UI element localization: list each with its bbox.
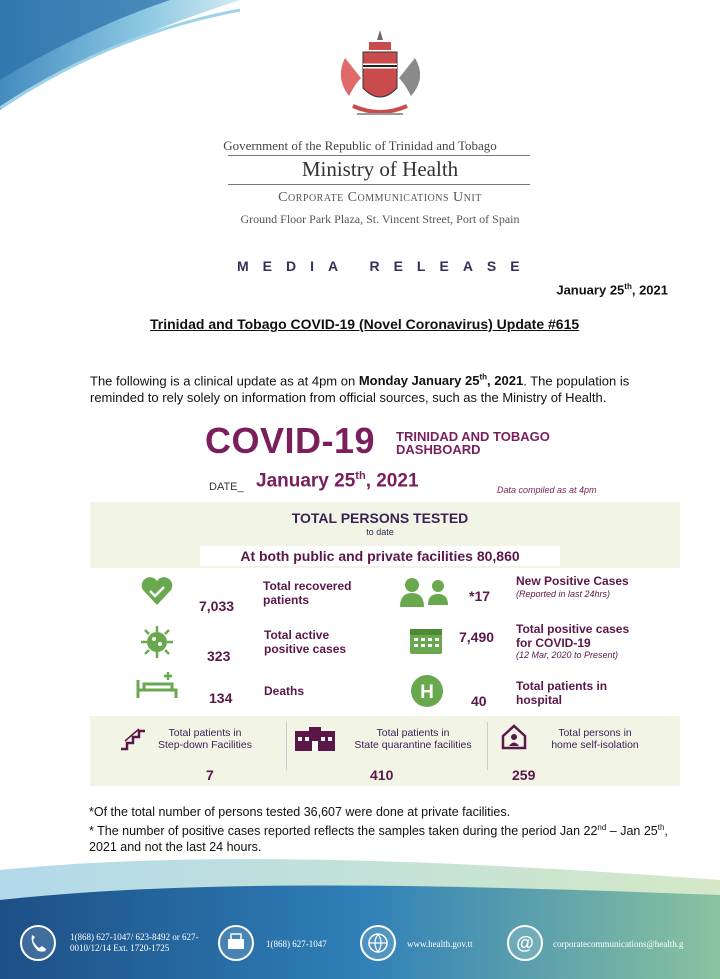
footer-email: corporatecommunications@health.g — [553, 939, 684, 949]
active-label: Total active positive cases — [264, 628, 347, 656]
compiled-note: Data compiled as at 4pm — [497, 485, 597, 495]
bed-icon — [134, 670, 180, 700]
total-positive-note: (12 Mar, 2020 to Present) — [516, 650, 619, 660]
stepdown-value: 7 — [206, 767, 214, 783]
dashboard-date-label: DATE_ — [209, 481, 244, 493]
total-positive-value: 7,490 — [459, 629, 495, 645]
release-intro: The following is a clinical update as at 4pm on Monday January 25th, 2021. The population is reminded to rely solely on information from official sources, such as the Ministry of Health. — [90, 373, 630, 406]
media-release-label: MEDIA RELEASE — [237, 258, 534, 274]
home-icon — [501, 724, 527, 750]
government-line: Government of the Republic of Trinidad and Tobago — [223, 138, 497, 153]
footer-web: www.health.gov.tt — [407, 939, 473, 949]
coat-of-arms — [325, 28, 435, 128]
dashboard-date: January 25th, 2021 — [256, 470, 419, 492]
active-value: 323 — [207, 648, 231, 664]
recovered-value: 7,033 — [199, 598, 235, 614]
fax-icon — [218, 925, 254, 961]
phone-icon — [20, 925, 56, 961]
footnote-private: *Of the total number of persons tested 36,607 were done at private facilities. — [89, 805, 511, 819]
deaths-label: Deaths — [264, 684, 305, 698]
hospital-icon — [410, 674, 444, 708]
recovered-label: Total recovered patients — [263, 579, 352, 607]
heart-icon — [140, 575, 174, 607]
ministry-address: Ground Floor Park Plaza, St. Vincent Street, Port of Spain — [240, 212, 520, 226]
release-date: January 25th, 2021 — [556, 282, 668, 298]
unit-name: Corporate Communications Unit — [278, 190, 482, 205]
globe-icon — [360, 925, 396, 961]
footer-phone: 1(868) 627-1047/ 623-8492 or 627-0010/12/14 Ext. 1720-1725 — [70, 932, 199, 953]
facilities-divider-1 — [286, 722, 287, 770]
quarantine-value: 410 — [370, 767, 394, 783]
new-positive-note: (Reported in last 24hrs) — [516, 589, 611, 599]
dashboard-title: COVID-19 — [205, 420, 376, 461]
header-rule-1 — [228, 155, 530, 156]
dashboard-subtitle: TRINIDAD AND TOBAGO DASHBOARD — [396, 429, 550, 457]
calendar-icon — [409, 625, 443, 655]
stairs-icon — [119, 727, 147, 751]
hospital-label: Total patients in hospital — [516, 679, 608, 707]
header-rule-2 — [228, 184, 530, 185]
quarantine-label: Total patients in State quarantine facilities — [354, 727, 472, 751]
hospital-value: 40 — [471, 693, 487, 709]
footnote-period: * The number of positive cases reported reflects the samples taken during the period Jan 22nd – Jan 25th, 2021 and not the last 24 hours. — [89, 823, 668, 855]
deaths-value: 134 — [209, 690, 233, 706]
footer-swoosh — [0, 840, 720, 979]
tested-title: TOTAL PERSONS TESTED — [291, 510, 469, 526]
home-label: Total persons in home self-isolation — [551, 727, 639, 751]
new-positive-label: New Positive Cases — [516, 574, 629, 588]
virus-icon — [139, 624, 175, 660]
home-value: 259 — [512, 767, 536, 783]
tested-subtitle: to date — [366, 527, 394, 537]
total-positive-label: Total positive cases for COVID-19 — [516, 622, 630, 650]
svg-text:H: H — [420, 682, 434, 703]
new-positive-value: *17 — [469, 588, 491, 604]
ministry-name: Ministry of Health — [301, 157, 459, 181]
release-title: Trinidad and Tobago COVID-19 (Novel Coronavirus) Update #615 — [150, 316, 580, 332]
email-icon — [507, 925, 543, 961]
people-icon — [398, 577, 454, 607]
stepdown-label: Total patients in Step-down Facilities — [158, 727, 252, 751]
footer-fax: 1(868) 627-1047 — [266, 939, 327, 949]
svg-text:@: @ — [516, 933, 534, 953]
tested-total: At both public and private facilities 80,860 — [200, 546, 560, 566]
building-icon — [294, 727, 336, 751]
